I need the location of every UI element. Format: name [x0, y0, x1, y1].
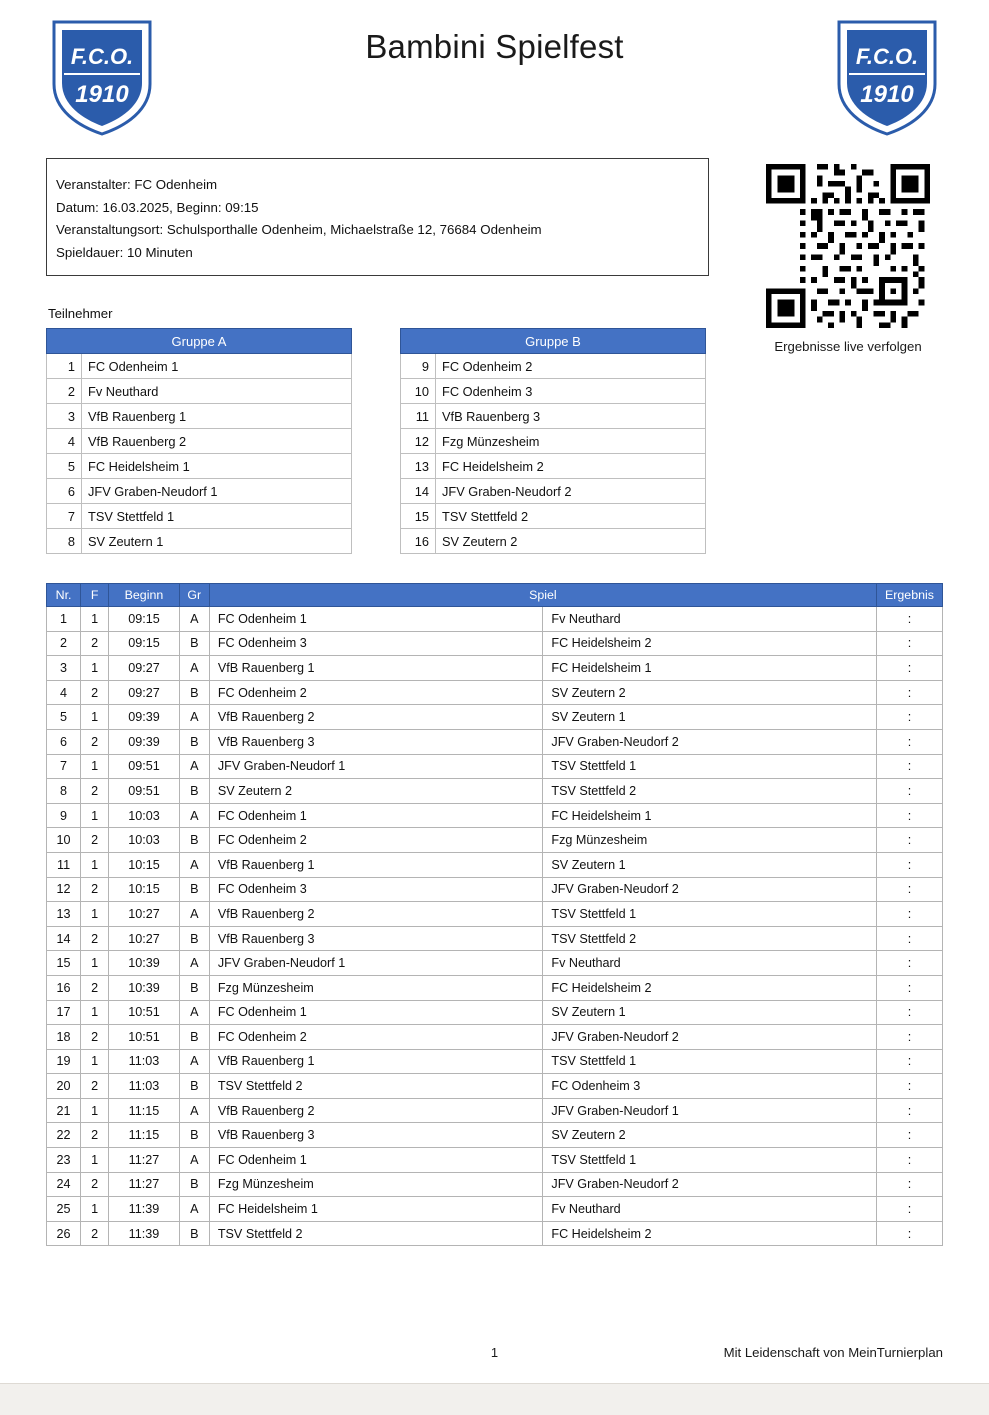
table-row — [47, 828, 943, 853]
match-home-team: FC Odenheim 2 — [209, 1025, 543, 1050]
match-time: 11:15 — [109, 1098, 180, 1123]
svg-text:1910: 1910 — [75, 81, 129, 108]
match-group: A — [179, 1000, 209, 1025]
match-group: B — [179, 1172, 209, 1197]
match-away-team: FC Odenheim 3 — [543, 1074, 877, 1099]
table-row — [47, 1098, 943, 1123]
match-number: 2 — [47, 631, 81, 656]
match-group: B — [179, 779, 209, 804]
match-home-team: TSV Stettfeld 2 — [209, 1221, 543, 1246]
match-home-team: VfB Rauenberg 3 — [209, 1123, 543, 1148]
participants-label: Teilnehmer — [48, 306, 113, 321]
table-row — [401, 504, 706, 529]
match-away-team: TSV Stettfeld 1 — [543, 754, 877, 779]
match-away-team: SV Zeutern 2 — [543, 1123, 877, 1148]
match-time: 10:39 — [109, 975, 180, 1000]
table-row — [47, 631, 943, 656]
match-number: 24 — [47, 1172, 81, 1197]
match-number: 22 — [47, 1123, 81, 1148]
table-row — [47, 1172, 943, 1197]
match-home-team: VfB Rauenberg 1 — [209, 852, 543, 877]
match-group: A — [179, 803, 209, 828]
svg-text:1910: 1910 — [860, 81, 914, 108]
match-home-team: VfB Rauenberg 3 — [209, 926, 543, 951]
event-info-box — [46, 158, 709, 276]
column-header-field: F — [81, 584, 109, 607]
match-field: 2 — [81, 828, 109, 853]
match-time: 11:03 — [109, 1049, 180, 1074]
match-field: 2 — [81, 631, 109, 656]
match-time: 11:15 — [109, 1123, 180, 1148]
team-number: 3 — [47, 404, 82, 429]
match-group: B — [179, 1221, 209, 1246]
match-time: 09:51 — [109, 754, 180, 779]
match-group: B — [179, 631, 209, 656]
match-number: 4 — [47, 680, 81, 705]
match-number: 14 — [47, 926, 81, 951]
footer-credit: Mit Leidenschaft von MeinTurnierplan — [723, 1345, 943, 1360]
match-away-team: JFV Graben-Neudorf 1 — [543, 1098, 877, 1123]
page-edge — [0, 1383, 989, 1415]
match-field: 2 — [81, 926, 109, 951]
table-row — [401, 454, 706, 479]
match-home-team: VfB Rauenberg 1 — [209, 1049, 543, 1074]
match-group: B — [179, 680, 209, 705]
match-home-team: FC Odenheim 1 — [209, 607, 543, 632]
match-number: 13 — [47, 902, 81, 927]
table-row — [401, 529, 706, 554]
team-number: 2 — [47, 379, 82, 404]
match-group: B — [179, 877, 209, 902]
match-home-team: FC Heidelsheim 1 — [209, 1197, 543, 1222]
match-away-team: JFV Graben-Neudorf 2 — [543, 1025, 877, 1050]
fco-1910-crest-icon — [825, 14, 949, 138]
match-result-input[interactable]: : — [876, 705, 942, 730]
match-result-input[interactable]: : — [876, 877, 942, 902]
table-row — [47, 1025, 943, 1050]
table-row — [47, 454, 352, 479]
team-name: TSV Stettfeld 2 — [436, 504, 706, 529]
match-field: 1 — [81, 1098, 109, 1123]
table-row — [47, 852, 943, 877]
team-number: 5 — [47, 454, 82, 479]
match-number: 18 — [47, 1025, 81, 1050]
match-number: 19 — [47, 1049, 81, 1074]
match-time: 10:51 — [109, 1000, 180, 1025]
match-home-team: Fzg Münzesheim — [209, 975, 543, 1000]
team-name: SV Zeutern 2 — [436, 529, 706, 554]
team-name: FC Odenheim 3 — [436, 379, 706, 404]
table-row — [401, 379, 706, 404]
team-name: SV Zeutern 1 — [82, 529, 352, 554]
group-a-header: Gruppe A — [47, 329, 352, 354]
match-home-team: FC Odenheim 3 — [209, 877, 543, 902]
table-row — [401, 479, 706, 504]
match-away-team: Fv Neuthard — [543, 607, 877, 632]
match-home-team: VfB Rauenberg 2 — [209, 705, 543, 730]
match-result-input[interactable]: : — [876, 1074, 942, 1099]
match-home-team: JFV Graben-Neudorf 1 — [209, 951, 543, 976]
match-number: 7 — [47, 754, 81, 779]
team-number: 11 — [401, 404, 436, 429]
match-time: 10:03 — [109, 803, 180, 828]
match-field: 2 — [81, 779, 109, 804]
match-home-team: FC Odenheim 1 — [209, 803, 543, 828]
match-home-team: FC Odenheim 2 — [209, 680, 543, 705]
team-number: 12 — [401, 429, 436, 454]
team-number: 6 — [47, 479, 82, 504]
team-name: Fzg Münzesheim — [436, 429, 706, 454]
match-away-team: SV Zeutern 1 — [543, 705, 877, 730]
match-home-team: FC Odenheim 1 — [209, 1000, 543, 1025]
match-result-input[interactable]: : — [876, 1148, 942, 1173]
document-header — [0, 0, 989, 142]
match-field: 1 — [81, 951, 109, 976]
match-away-team: TSV Stettfeld 1 — [543, 902, 877, 927]
match-result-input[interactable]: : — [876, 1221, 942, 1246]
match-away-team: SV Zeutern 1 — [543, 852, 877, 877]
match-away-team: TSV Stettfeld 1 — [543, 1148, 877, 1173]
match-away-team: FC Heidelsheim 2 — [543, 975, 877, 1000]
team-name: TSV Stettfeld 1 — [82, 504, 352, 529]
match-home-team: TSV Stettfeld 2 — [209, 1074, 543, 1099]
table-row — [47, 1123, 943, 1148]
match-field: 2 — [81, 1172, 109, 1197]
match-field: 1 — [81, 803, 109, 828]
match-field: 2 — [81, 1123, 109, 1148]
match-number: 12 — [47, 877, 81, 902]
table-row — [401, 404, 706, 429]
team-number: 7 — [47, 504, 82, 529]
match-away-team: Fv Neuthard — [543, 1197, 877, 1222]
qr-code-block — [766, 164, 930, 354]
match-number: 17 — [47, 1000, 81, 1025]
match-home-team: Fzg Münzesheim — [209, 1172, 543, 1197]
table-row — [47, 656, 943, 681]
match-result-input[interactable]: : — [876, 902, 942, 927]
match-result-input[interactable]: : — [876, 1197, 942, 1222]
match-result-input[interactable]: : — [876, 1049, 942, 1074]
match-result-input[interactable]: : — [876, 926, 942, 951]
match-group: A — [179, 754, 209, 779]
group-b-header: Gruppe B — [401, 329, 706, 354]
match-away-team: FC Heidelsheim 1 — [543, 803, 877, 828]
team-name: FC Odenheim 1 — [82, 354, 352, 379]
table-row — [47, 926, 943, 951]
match-time: 11:39 — [109, 1197, 180, 1222]
match-group: B — [179, 1074, 209, 1099]
table-row — [47, 680, 943, 705]
match-time: 09:39 — [109, 705, 180, 730]
match-result-input[interactable]: : — [876, 1172, 942, 1197]
match-field: 1 — [81, 1000, 109, 1025]
match-home-team: VfB Rauenberg 1 — [209, 656, 543, 681]
table-row — [47, 877, 943, 902]
match-field: 2 — [81, 1025, 109, 1050]
group-a-table — [46, 328, 352, 554]
match-result-input[interactable]: : — [876, 828, 942, 853]
match-field: 1 — [81, 1049, 109, 1074]
match-field: 1 — [81, 1148, 109, 1173]
match-field: 1 — [81, 902, 109, 927]
match-field: 1 — [81, 705, 109, 730]
table-row — [47, 779, 943, 804]
table-row — [47, 479, 352, 504]
schedule-header-row — [47, 584, 943, 607]
match-time: 09:39 — [109, 729, 180, 754]
column-header-gruppe: Gr — [179, 584, 209, 607]
match-time: 11:27 — [109, 1172, 180, 1197]
match-field: 1 — [81, 656, 109, 681]
match-group: B — [179, 729, 209, 754]
table-row — [47, 754, 943, 779]
column-header-beginn: Beginn — [109, 584, 180, 607]
team-number: 4 — [47, 429, 82, 454]
table-row — [47, 705, 943, 730]
match-away-team: JFV Graben-Neudorf 2 — [543, 729, 877, 754]
team-number: 8 — [47, 529, 82, 554]
schedule-table — [46, 583, 943, 1246]
match-group: A — [179, 1197, 209, 1222]
match-away-team: FC Heidelsheim 2 — [543, 1221, 877, 1246]
match-number: 6 — [47, 729, 81, 754]
match-result-input[interactable]: : — [876, 1000, 942, 1025]
team-name: FC Heidelsheim 2 — [436, 454, 706, 479]
match-time: 09:15 — [109, 631, 180, 656]
match-time: 11:27 — [109, 1148, 180, 1173]
table-row — [47, 1221, 943, 1246]
match-number: 10 — [47, 828, 81, 853]
match-group: A — [179, 1098, 209, 1123]
match-home-team: FC Odenheim 1 — [209, 1148, 543, 1173]
match-away-team: JFV Graben-Neudorf 2 — [543, 1172, 877, 1197]
table-row — [47, 1049, 943, 1074]
team-number: 15 — [401, 504, 436, 529]
team-name: FC Odenheim 2 — [436, 354, 706, 379]
match-field: 1 — [81, 607, 109, 632]
match-number: 23 — [47, 1148, 81, 1173]
team-name: JFV Graben-Neudorf 1 — [82, 479, 352, 504]
match-time: 11:39 — [109, 1221, 180, 1246]
event-organizer: Veranstalter: FC Odenheim — [56, 177, 218, 192]
match-number: 11 — [47, 852, 81, 877]
team-name: VfB Rauenberg 3 — [436, 404, 706, 429]
match-result-input[interactable]: : — [876, 656, 942, 681]
match-time: 10:15 — [109, 852, 180, 877]
match-field: 2 — [81, 975, 109, 1000]
match-group: A — [179, 656, 209, 681]
column-header-nr: Nr. — [47, 584, 81, 607]
match-time: 09:27 — [109, 680, 180, 705]
team-number: 13 — [401, 454, 436, 479]
match-group: A — [179, 705, 209, 730]
table-row — [401, 354, 706, 379]
match-number: 26 — [47, 1221, 81, 1246]
match-time: 10:51 — [109, 1025, 180, 1050]
table-row — [47, 607, 943, 632]
match-time: 10:39 — [109, 951, 180, 976]
match-field: 2 — [81, 1074, 109, 1099]
page-title: Bambini Spielfest — [365, 28, 624, 65]
match-home-team: VfB Rauenberg 3 — [209, 729, 543, 754]
match-time: 10:03 — [109, 828, 180, 853]
qr-code-icon — [766, 164, 930, 328]
schedule-body — [47, 607, 943, 1246]
match-number: 5 — [47, 705, 81, 730]
match-time: 10:27 — [109, 902, 180, 927]
match-away-team: SV Zeutern 1 — [543, 1000, 877, 1025]
match-field: 1 — [81, 1197, 109, 1222]
table-row — [47, 379, 352, 404]
match-number: 20 — [47, 1074, 81, 1099]
svg-text:F.C.O.: F.C.O. — [70, 44, 134, 69]
group-b-table — [400, 328, 706, 554]
match-away-team: Fzg Münzesheim — [543, 828, 877, 853]
match-away-team: FC Heidelsheim 1 — [543, 656, 877, 681]
match-away-team: JFV Graben-Neudorf 2 — [543, 877, 877, 902]
table-row — [47, 504, 352, 529]
match-group: B — [179, 975, 209, 1000]
team-number: 16 — [401, 529, 436, 554]
qr-caption: Ergebnisse live verfolgen — [774, 339, 922, 354]
team-name: VfB Rauenberg 1 — [82, 404, 352, 429]
team-name: VfB Rauenberg 2 — [82, 429, 352, 454]
team-name: FC Heidelsheim 1 — [82, 454, 352, 479]
match-group: A — [179, 852, 209, 877]
table-row — [47, 1000, 943, 1025]
table-row — [47, 975, 943, 1000]
match-result-input[interactable]: : — [876, 852, 942, 877]
team-number: 1 — [47, 354, 82, 379]
table-row — [47, 729, 943, 754]
table-row — [401, 429, 706, 454]
match-field: 1 — [81, 852, 109, 877]
match-group: A — [179, 902, 209, 927]
table-row — [47, 951, 943, 976]
match-field: 1 — [81, 754, 109, 779]
table-row — [47, 404, 352, 429]
match-time: 09:51 — [109, 779, 180, 804]
match-number: 1 — [47, 607, 81, 632]
match-away-team: TSV Stettfeld 2 — [543, 779, 877, 804]
match-home-team: VfB Rauenberg 2 — [209, 902, 543, 927]
match-number: 21 — [47, 1098, 81, 1123]
match-number: 15 — [47, 951, 81, 976]
match-result-input[interactable]: : — [876, 779, 942, 804]
match-away-team: TSV Stettfeld 1 — [543, 1049, 877, 1074]
match-number: 25 — [47, 1197, 81, 1222]
match-result-input[interactable]: : — [876, 951, 942, 976]
match-result-input[interactable]: : — [876, 1025, 942, 1050]
match-result-input[interactable]: : — [876, 729, 942, 754]
match-number: 3 — [47, 656, 81, 681]
event-location: Veranstaltungsort: Schulsporthalle Odenheim, Michaelstraße 12, 76684 Odenheim — [56, 222, 542, 237]
match-home-team: FC Odenheim 2 — [209, 828, 543, 853]
match-group: B — [179, 926, 209, 951]
column-header-ergebnis: Ergebnis — [876, 584, 942, 607]
svg-text:F.C.O.: F.C.O. — [855, 44, 919, 69]
match-time: 10:27 — [109, 926, 180, 951]
match-home-team: JFV Graben-Neudorf 1 — [209, 754, 543, 779]
match-group: B — [179, 1123, 209, 1148]
team-number: 9 — [401, 354, 436, 379]
match-away-team: SV Zeutern 2 — [543, 680, 877, 705]
match-result-input[interactable]: : — [876, 803, 942, 828]
match-group: A — [179, 951, 209, 976]
match-result-input[interactable]: : — [876, 680, 942, 705]
match-away-team: FC Heidelsheim 2 — [543, 631, 877, 656]
table-row — [47, 429, 352, 454]
match-group: A — [179, 607, 209, 632]
table-row — [47, 1148, 943, 1173]
event-duration: Spieldauer: 10 Minuten — [56, 244, 193, 260]
match-result-input[interactable]: : — [876, 631, 942, 656]
match-home-team: VfB Rauenberg 2 — [209, 1098, 543, 1123]
table-row — [47, 1197, 943, 1222]
match-home-team: SV Zeutern 2 — [209, 779, 543, 804]
match-number: 9 — [47, 803, 81, 828]
match-time: 10:15 — [109, 877, 180, 902]
match-result-input[interactable]: : — [876, 607, 942, 632]
match-number: 8 — [47, 779, 81, 804]
table-row — [47, 803, 943, 828]
match-time: 09:27 — [109, 656, 180, 681]
match-field: 2 — [81, 1221, 109, 1246]
match-field: 2 — [81, 680, 109, 705]
match-time: 11:03 — [109, 1074, 180, 1099]
match-number: 16 — [47, 975, 81, 1000]
table-row — [47, 902, 943, 927]
match-group: B — [179, 1025, 209, 1050]
table-row — [47, 1074, 943, 1099]
match-result-input[interactable]: : — [876, 975, 942, 1000]
match-field: 2 — [81, 729, 109, 754]
match-group: A — [179, 1049, 209, 1074]
team-name: Fv Neuthard — [82, 379, 352, 404]
match-group: A — [179, 1148, 209, 1173]
match-group: B — [179, 828, 209, 853]
match-result-input[interactable]: : — [876, 1098, 942, 1123]
column-header-spiel: Spiel — [209, 584, 876, 607]
document-footer — [0, 1345, 989, 1369]
page-number: 1 — [490, 1345, 499, 1360]
team-name: JFV Graben-Neudorf 2 — [436, 479, 706, 504]
table-row — [47, 529, 352, 554]
table-row — [47, 354, 352, 379]
team-number: 14 — [401, 479, 436, 504]
match-home-team: FC Odenheim 3 — [209, 631, 543, 656]
match-away-team: Fv Neuthard — [543, 951, 877, 976]
match-time: 09:15 — [109, 607, 180, 632]
team-number: 10 — [401, 379, 436, 404]
match-field: 2 — [81, 877, 109, 902]
match-away-team: TSV Stettfeld 2 — [543, 926, 877, 951]
match-result-input[interactable]: : — [876, 754, 942, 779]
event-date: Datum: 16.03.2025, Beginn: 09:15 — [56, 199, 259, 215]
match-result-input[interactable]: : — [876, 1123, 942, 1148]
